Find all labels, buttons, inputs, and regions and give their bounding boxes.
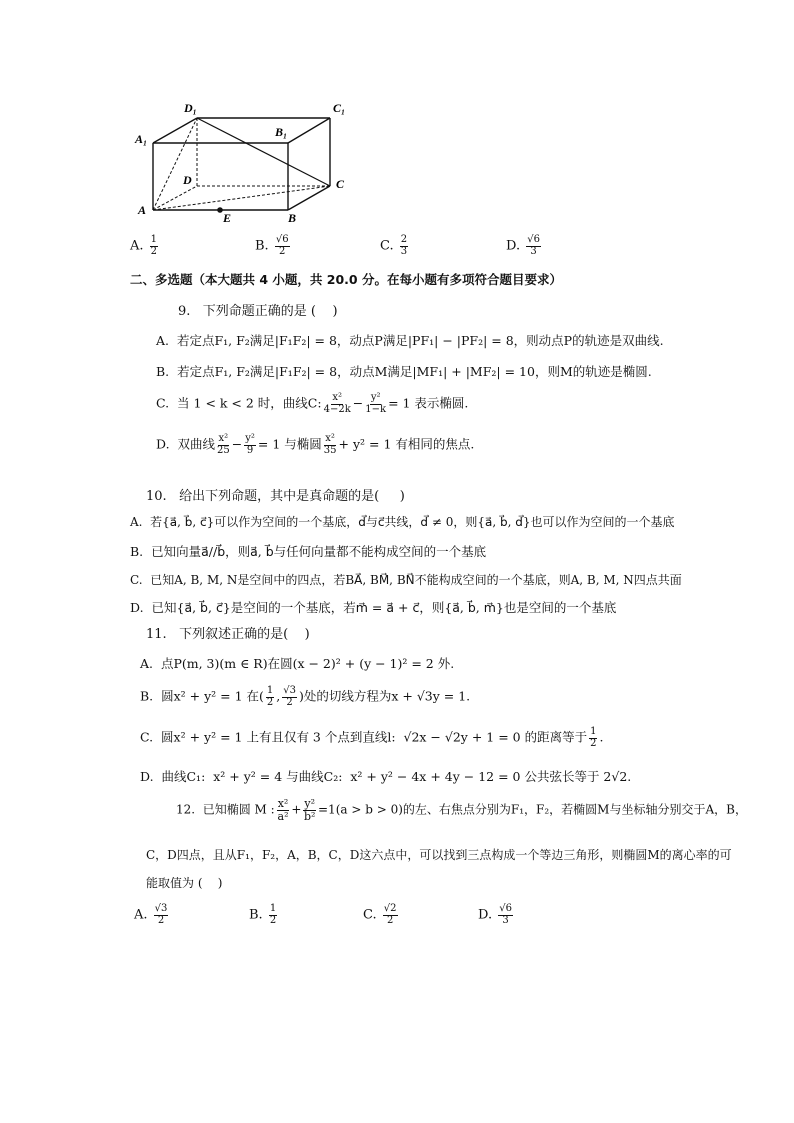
q11-option-c: C. 圆x² + y² = 1 上有且仅有 3 个点到直线l: √2x − √2y + 1 = 0 的距离等于 $\frac{1}{2}$ .: [140, 726, 604, 749]
section-title: 二、多选题（本大题共 4 小题，共 20.0 分。在每小题有多项符合题目要求）: [130, 272, 562, 287]
q10-option-c: C. 已知A, B, M, N是空间中的四点，若BA⃗, BM⃗, BN⃗不能构成空间的一个基底，则A, B, M, N四点共面: [130, 573, 682, 587]
vertex-label-b: B: [288, 211, 297, 225]
q11-stem: 11. 下列叙述正确的是( ): [146, 627, 310, 642]
vertex-label-d1: D₁: [184, 101, 197, 115]
q9-option-c: C. 当 1 < k < 2 时，曲线C: $\frac{\text{x²}}{4-2k}$ − $\frac{\text{y²}}{1-k}$ = 1 表示椭圆.: [156, 392, 469, 415]
q8-choice-d: D. $\frac{√6}{3}$: [506, 234, 540, 257]
q11-option-d: D. 曲线C₁: x² + y² = 4 与曲线C₂: x² + y² − 4x + 4y − 12 = 0 公共弦长等于 2√2.: [140, 769, 632, 784]
q12-choice-b: B. $\frac{1}{2}$: [249, 903, 277, 926]
vertex-label-c: C: [336, 177, 345, 191]
vertex-label-a1: A₁: [135, 132, 148, 146]
q8-choice-b: B. $\frac{√6}{2}$: [255, 234, 289, 257]
q10-option-d: D. 已知{a⃗, b⃗, c⃗}是空间的一个基底，若m⃗ = a⃗ + c⃗，则{a⃗, b⃗, m⃗}也是空间的一个基底: [130, 600, 617, 615]
q10-option-b: B. 已知向量a⃗//b⃗，则a⃗, b⃗与任何向量都不能构成空间的一个基底: [130, 544, 487, 559]
q12-choice-c: C. $\frac{√2}{2}$: [363, 903, 397, 926]
q9-stem: 9. 下列命题正确的是 ( ): [178, 304, 338, 319]
vertex-label-b1: B₁: [275, 125, 288, 139]
q10-stem: 10. 给出下列命题，其中是真命题的是( ): [146, 489, 405, 504]
q12-choice-a: A. $\frac{√3}{2}$: [134, 903, 168, 926]
vertex-label-e: E: [223, 211, 232, 225]
vertex-label-d: D: [183, 173, 192, 187]
vertex-label-a: A: [138, 203, 147, 217]
q12-stem-line-3: 能取值为 ( ): [146, 876, 223, 890]
q9-option-d: D. 双曲线 $\frac{\text{x²}}{25}$ − $\frac{\text{y²}}{9}$ = 1 与椭圆 $\frac{\text{x²}}{35}$ + y² = 1 有相同的焦点.: [156, 433, 475, 456]
q9-option-b: B. 若定点F₁, F₂满足|F₁F₂| = 8，动点M满足|MF₁| + |MF₂| = 10，则M的轨迹是椭圆.: [156, 364, 652, 379]
q8-choice-a: A. $\frac{1}{2}$: [130, 234, 158, 257]
q10-option-a: A. 若{a⃗, b⃗, c⃗}可以作为空间的一个基底，d⃗与c⃗共线，d⃗ ≠ 0，则{a⃗, b⃗, d⃗}也可以作为空间的一个基底: [130, 515, 675, 529]
q8-choice-c: C. $\frac{2}{3}$: [380, 234, 408, 257]
q11-option-a: A. 点P(m, 3)(m ∈ R)在圆(x − 2)² + (y − 1)² = 2 外.: [140, 656, 455, 671]
q12-stem-line-2: C，D四点，且从F₁，F₂，A，B，C，D这六点中，可以找到三点构成一个等边三角形，则椭圆M的离心率的可: [146, 848, 732, 862]
q11-option-b: B. 圆x² + y² = 1 在( $\frac{1}{2}$ , $\frac{√3}{2}$ )处的切线方程为x + √3y = 1.: [140, 685, 471, 708]
prism-diagram: [130, 98, 360, 228]
q12-stem-line-1: 12. 已知椭圆 M : $\frac{\text{x²}}{\text{a²}}$ + $\frac{\text{y²}}{\text{b²}}$ =1(a > b > 0)的左、右焦点分别为F₁，F₂，若椭圆M与坐标轴分别交于A，B，: [176, 797, 747, 823]
q12-choice-d: D. $\frac{√6}{3}$: [478, 903, 512, 926]
q9-option-a: A. 若定点F₁, F₂满足|F₁F₂| = 8，动点P满足|PF₁| − |PF₂| = 8，则动点P的轨迹是双曲线.: [156, 333, 664, 348]
prism-figure: [130, 98, 360, 228]
vertex-label-c1: C₁: [333, 101, 346, 115]
